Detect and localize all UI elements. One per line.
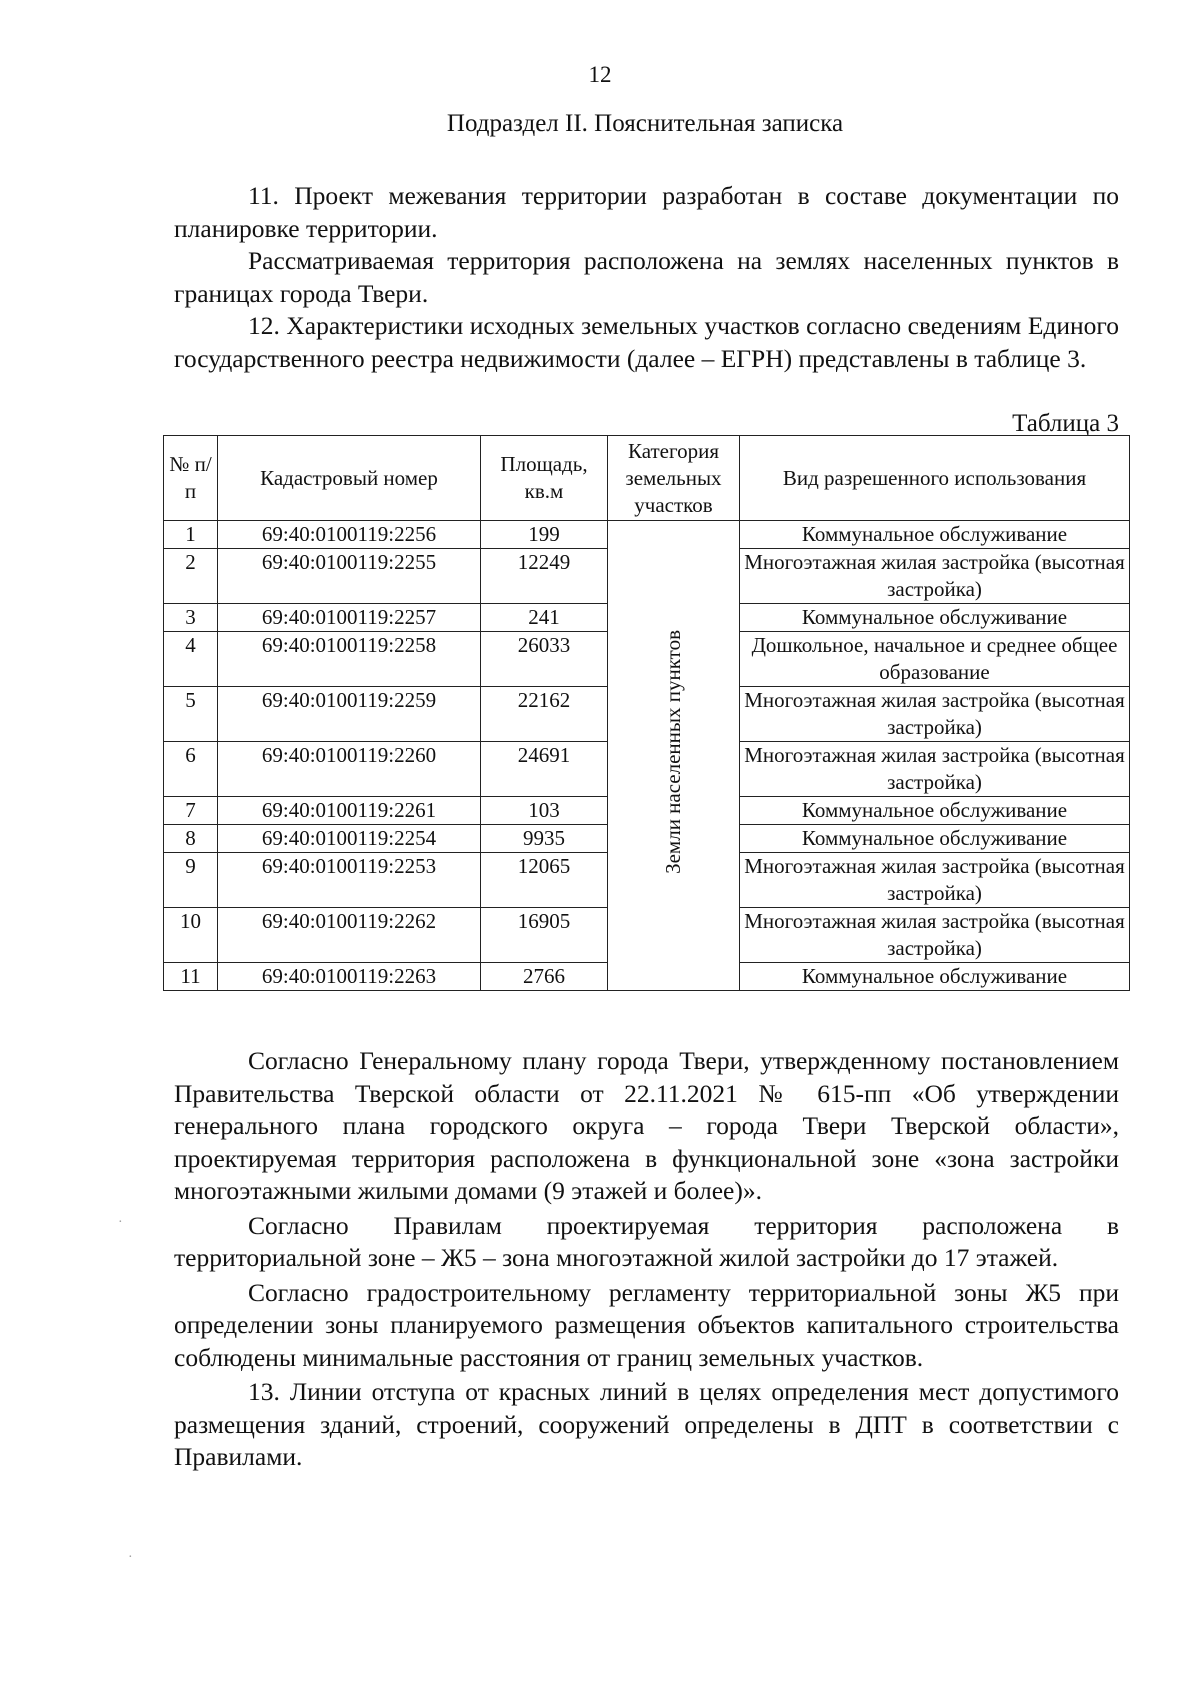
cell-use: Коммунальное обслуживание [740,797,1130,825]
body-paragraph-general-plan: Согласно Генеральному плану города Твери, утвержденному постановлением Правительства Тверской области от 22.11.2021 № 615-пп «Об утверждении генерального плана городского округа – города Твери Тверской области», проектируемая территория расположена в функциональной зоне «зона застройки многоэтажными жилыми домами (9 этажей и более)». [174,1046,1119,1205]
subsection-title: Подраздел II. Пояснительная записка [446,110,844,137]
cell-cadastral: 69:40:0100119:2258 [218,632,481,687]
cell-use: Многоэтажная жилая застройка (высотная застройка) [740,908,1130,963]
cell-num: 3 [164,604,218,632]
cell-use: Многоэтажная жилая застройка (высотная застройка) [740,687,1130,742]
cell-num: 4 [164,632,218,687]
cell-area: 26033 [481,632,608,687]
cell-num: 2 [164,549,218,604]
cell-cadastral: 69:40:0100119:2255 [218,549,481,604]
intro-section [174,180,1119,375]
cell-cadastral: 69:40:0100119:2257 [218,604,481,632]
cell-use: Коммунальное обслуживание [740,825,1130,853]
header-use: Вид разрешенного использования [740,436,1130,521]
cell-num: 1 [164,521,218,549]
header-num: № п/п [164,436,218,521]
cell-area: 22162 [481,687,608,742]
cell-num: 10 [164,908,218,963]
cell-num: 11 [164,963,218,991]
table-caption: Таблица 3 [1012,410,1119,437]
cell-area: 12065 [481,853,608,908]
table-row [164,521,1130,549]
cell-cadastral: 69:40:0100119:2259 [218,687,481,742]
cell-cadastral: 69:40:0100119:2261 [218,797,481,825]
page-number: 12 [588,62,612,87]
cell-use: Многоэтажная жилая застройка (высотная застройка) [740,853,1130,908]
cell-area: 241 [481,604,608,632]
header-area: Площадь, кв.м [481,436,608,521]
cell-cadastral: 69:40:0100119:2260 [218,742,481,797]
cell-use: Многоэтажная жилая застройка (высотная застройка) [740,742,1130,797]
land-plots-table [163,435,1130,991]
cell-cadastral: 69:40:0100119:2256 [218,521,481,549]
header-category: Категория земельных участков [608,436,740,521]
body-paragraph-regulation: Согласно градостроительному регламенту территориальной зоны Ж5 при определении зоны планируемого размещения объектов капитального строительства соблюдены минимальные расстояния от границ земельных участков. [174,1277,1119,1372]
cell-area: 199 [481,521,608,549]
cell-num: 9 [164,853,218,908]
cell-area: 16905 [481,908,608,963]
cell-cadastral: 69:40:0100119:2253 [218,853,481,908]
cell-cadastral: 69:40:0100119:2263 [218,963,481,991]
scan-speck: · [128,1550,133,1565]
cell-area: 9935 [481,825,608,853]
body-section [174,1045,1119,1474]
cell-category [608,521,740,991]
header-cadastral: Кадастровый номер [218,436,481,521]
table-body [164,521,1130,991]
cell-num: 6 [164,742,218,797]
table-header-row [164,436,1130,521]
cell-area: 2766 [481,963,608,991]
intro-paragraph-12: 12. Характеристики исходных земельных участков согласно сведениям Единого государственного реестра недвижимости (далее – ЕГРН) представлены в таблице 3. [174,311,1119,373]
cell-use: Коммунальное обслуживание [740,521,1130,549]
body-paragraph-rules: Согласно Правилам проектируемая территория расположена в территориальной зоне – Ж5 – зона многоэтажной жилой застройки до 17 этажей. [174,1210,1119,1272]
category-vertical-text: Земли населенных пунктов [661,630,685,874]
cell-use: Дошкольное, начальное и среднее общее образование [740,632,1130,687]
cell-num: 7 [164,797,218,825]
intro-paragraph-11: 11. Проект межевания территории разработан в составе документации по планировке территории. [174,181,1119,243]
cell-cadastral: 69:40:0100119:2262 [218,908,481,963]
cell-area: 12249 [481,549,608,604]
body-paragraph-13: 13. Линии отступа от красных линий в целях определения мест допустимого размещения зданий, строений, сооружений определены в ДПТ в соответствии с Правилами. [174,1377,1119,1471]
cell-num: 8 [164,825,218,853]
cell-area: 24691 [481,742,608,797]
cell-area: 103 [481,797,608,825]
intro-paragraph-territory: Рассматриваемая территория расположена на землях населенных пунктов в границах города Твери. [174,246,1119,308]
cell-use: Коммунальное обслуживание [740,963,1130,991]
scan-speck: · [118,1215,123,1230]
cell-use: Многоэтажная жилая застройка (высотная застройка) [740,549,1130,604]
cell-cadastral: 69:40:0100119:2254 [218,825,481,853]
cell-use: Коммунальное обслуживание [740,604,1130,632]
cell-num: 5 [164,687,218,742]
